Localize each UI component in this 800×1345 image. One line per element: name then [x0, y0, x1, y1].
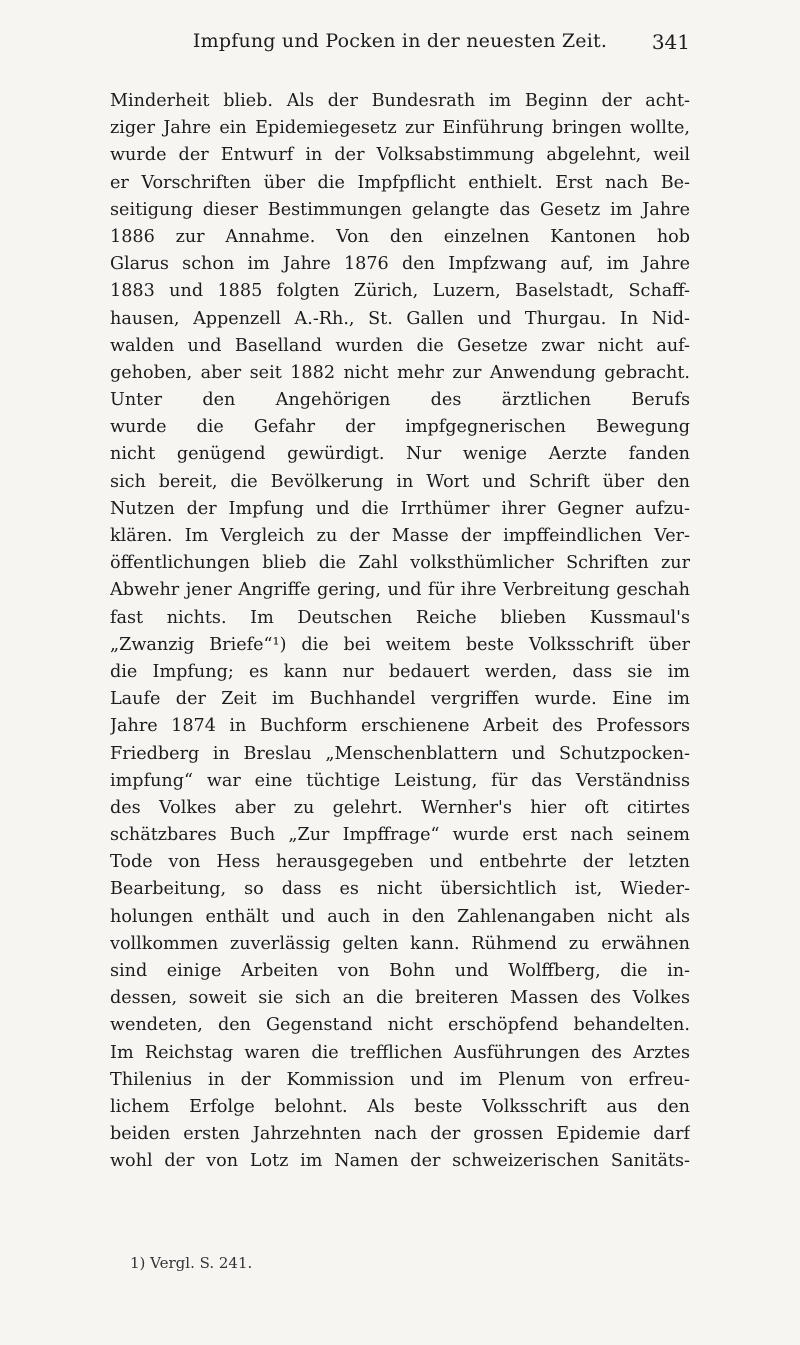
text-line: walden und Baselland wurden die Gesetze zwar nicht auf- [110, 335, 690, 356]
text-line: lichem Erfolge belohnt. Als beste Volksschrift aus den [110, 1096, 690, 1117]
text-line: Friedberg in Breslau „Menschenblattern und Schutzpocken- [110, 743, 690, 764]
text-line: dessen, soweit sie sich an die breiteren Massen des Volkes [110, 988, 690, 1009]
page-number: 341 [651, 30, 690, 54]
body-text [110, 88, 690, 1176]
book-page [110, 0, 690, 1345]
text-line: Thilenius in der Kommission und im Plenum von erfreu- [110, 1069, 690, 1090]
text-line: die Impfung; es kann nur bedauert werden, dass sie im [110, 661, 690, 682]
text-line: wurde der Entwurf in der Volksabstimmung abgelehnt, weil [110, 145, 690, 166]
text-line: Jahre 1874 in Buchform erschienene Arbeit des Professors [110, 716, 690, 737]
text-line: sich bereit, die Bevölkerung in Wort und Schrift über den [110, 471, 690, 492]
text-line: vollkommen zuverlässig gelten kann. Rühmend zu erwähnen [110, 933, 690, 954]
text-line: schätzbares Buch „Zur Impffrage“ wurde erst nach seinem [110, 825, 690, 846]
text-line: fast nichts. Im Deutschen Reiche blieben Kussmaul's [110, 607, 690, 628]
text-line: beiden ersten Jahrzehnten nach der grossen Epidemie darf [110, 1124, 690, 1145]
running-head [110, 30, 690, 56]
text-line: Nutzen der Impfung und die Irrthümer ihrer Gegner aufzu- [110, 498, 690, 519]
text-line: Bearbeitung, so dass es nicht übersichtlich ist, Wieder- [110, 879, 690, 900]
text-line: sind einige Arbeiten von Bohn und Wolffberg, die in- [110, 961, 690, 981]
text-line: 1886 zur Annahme. Von den einzelnen Kantonen hob [110, 226, 690, 247]
text-line: seitigung dieser Bestimmungen gelangte das Gesetz im Jahre [110, 199, 690, 220]
text-line: impfung“ war eine tüchtige Leistung, für das Verständniss [110, 770, 690, 791]
text-line: klären. Im Vergleich zu der Masse der impffeindlichen Ver- [110, 526, 690, 546]
text-line: gehoben, aber seit 1882 nicht mehr zur Anwendung gebracht. [110, 362, 690, 383]
text-line: 1883 und 1885 folgten Zürich, Luzern, Baselstadt, Schaff- [110, 281, 690, 302]
text-line: Im Reichstag waren die trefflichen Ausführungen des Arztes [110, 1042, 690, 1063]
text-line: wohl der von Lotz im Namen der schweizerischen Sanitäts- [110, 1151, 690, 1172]
text-line: Minderheit blieb. Als der Bundesrath im Beginn der acht- [110, 91, 690, 111]
text-line: Abwehr jener Angriffe gering, und für ihre Verbreitung geschah [110, 580, 690, 601]
text-line: nicht genügend gewürdigt. Nur wenige Aerzte fanden [110, 444, 690, 465]
footnote: 1) Vergl. S. 241. [130, 1254, 253, 1272]
running-title: Impfung und Pocken in der neuesten Zeit. [192, 30, 608, 52]
text-line: Unter den Angehörigen des ärztlichen Berufs [110, 390, 690, 411]
text-line: holungen enthält und auch in den Zahlenangaben nicht als [110, 906, 690, 927]
text-line: Tode von Hess herausgegeben und entbehrte der letzten [110, 852, 690, 873]
text-line: öffentlichungen blieb die Zahl volksthümlicher Schriften zur [110, 553, 690, 574]
text-line: er Vorschriften über die Impfpflicht enthielt. Erst nach Be- [110, 172, 690, 193]
text-line: „Zwanzig Briefe“¹) die bei weitem beste Volksschrift über [110, 634, 690, 655]
text-line: ziger Jahre ein Epidemiegesetz zur Einführung bringen wollte, [110, 118, 690, 139]
text-line: des Volkes aber zu gelehrt. Wernher's hier oft citirtes [110, 797, 690, 818]
text-line: wendeten, den Gegenstand nicht erschöpfend behandelten. [110, 1015, 690, 1036]
text-line: wurde die Gefahr der impfgegnerischen Bewegung [110, 417, 690, 438]
text-line: Glarus schon im Jahre 1876 den Impfzwang auf, im Jahre [110, 254, 690, 275]
text-line: Laufe der Zeit im Buchhandel vergriffen wurde. Eine im [110, 689, 690, 710]
text-line: hausen, Appenzell A.-Rh., St. Gallen und Thurgau. In Nid- [110, 308, 690, 329]
